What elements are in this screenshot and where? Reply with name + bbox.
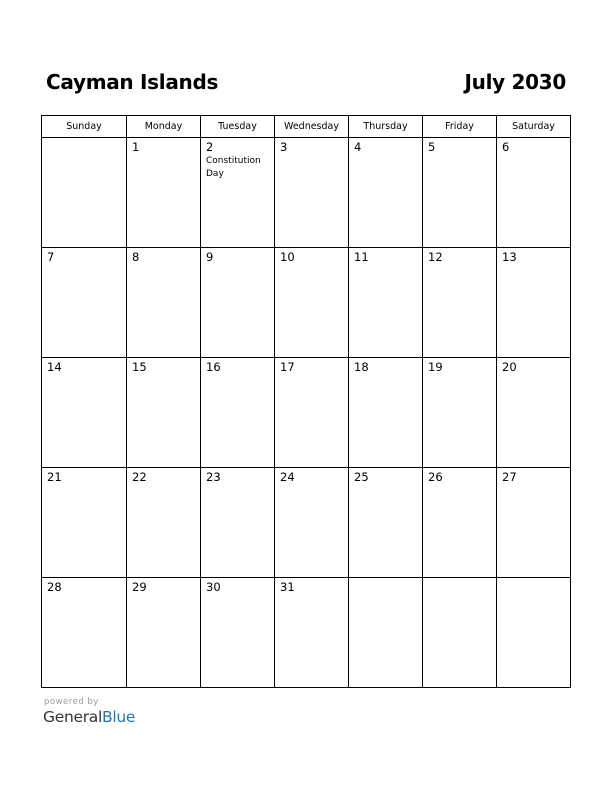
- day-cell: [275, 468, 349, 578]
- day-number: [349, 578, 422, 581]
- day-cell: [127, 358, 201, 468]
- day-cell: [127, 138, 201, 248]
- week-row: [42, 138, 571, 248]
- day-cell: [127, 468, 201, 578]
- logo-blue-text: Blue: [101, 708, 136, 726]
- day-cell: [497, 138, 571, 248]
- day-cell: [42, 468, 127, 578]
- day-cell: [127, 248, 201, 358]
- day-cell: [497, 248, 571, 358]
- day-number: 26: [428, 470, 443, 484]
- page-title: Cayman Islands: [46, 70, 219, 94]
- day-number: 14: [47, 360, 62, 374]
- day-cell: [423, 138, 497, 248]
- day-number: 7: [47, 250, 55, 264]
- day-cell: [349, 468, 423, 578]
- weekday-header-row: [42, 116, 571, 138]
- day-cell: [497, 358, 571, 468]
- weekday-header: Saturday: [497, 116, 571, 138]
- day-cell: [201, 358, 275, 468]
- weekday-header: Thursday: [349, 116, 423, 138]
- day-cell: [497, 468, 571, 578]
- day-number: 19: [428, 360, 443, 374]
- day-number: 12: [428, 250, 443, 264]
- day-number: 9: [206, 250, 214, 264]
- day-cell: [423, 468, 497, 578]
- day-number: 29: [132, 580, 147, 594]
- day-number: 1: [132, 140, 140, 154]
- day-number: 5: [428, 140, 436, 154]
- logo-general-text: General: [43, 708, 102, 726]
- week-row: [42, 468, 571, 578]
- day-number: 4: [354, 140, 362, 154]
- powered-by-text: powered by: [44, 697, 99, 707]
- day-cell: [423, 248, 497, 358]
- day-cell: [349, 248, 423, 358]
- day-cell: [42, 248, 127, 358]
- day-number: 16: [206, 360, 221, 374]
- day-cell: [497, 578, 571, 688]
- day-cell: [201, 138, 275, 248]
- day-number: 11: [354, 250, 369, 264]
- week-row: [42, 248, 571, 358]
- day-number: 27: [502, 470, 517, 484]
- weekday-header: Monday: [127, 116, 201, 138]
- day-cell: [349, 358, 423, 468]
- day-number: [423, 578, 496, 581]
- day-number: 3: [280, 140, 288, 154]
- day-number: 20: [502, 360, 517, 374]
- month-title: July 2030: [464, 70, 566, 94]
- day-cell: [275, 138, 349, 248]
- day-cell: [423, 358, 497, 468]
- day-number: 15: [132, 360, 147, 374]
- day-number: 24: [280, 470, 295, 484]
- day-number: 10: [280, 250, 295, 264]
- holiday-label: Constitution Day: [206, 156, 261, 179]
- day-cell: [275, 578, 349, 688]
- day-cell: [201, 578, 275, 688]
- day-cell: [275, 248, 349, 358]
- day-number: 22: [132, 470, 147, 484]
- day-number: 30: [206, 580, 221, 594]
- week-row: [42, 358, 571, 468]
- weekday-header: Wednesday: [275, 116, 349, 138]
- day-number: 18: [354, 360, 369, 374]
- day-cell: [127, 578, 201, 688]
- day-cell: [275, 358, 349, 468]
- day-number: 17: [280, 360, 295, 374]
- weekday-header: Friday: [423, 116, 497, 138]
- day-cell: [42, 578, 127, 688]
- day-number: 31: [280, 580, 295, 594]
- day-cell: [423, 578, 497, 688]
- day-number: 2: [206, 140, 214, 154]
- day-number: 6: [502, 140, 510, 154]
- day-number: 21: [47, 470, 62, 484]
- calendar-grid: [41, 115, 571, 688]
- page-header: [46, 70, 566, 100]
- day-cell: [42, 358, 127, 468]
- day-cell: [349, 138, 423, 248]
- footer: [43, 697, 135, 726]
- day-cell: [201, 248, 275, 358]
- day-cell: [42, 138, 127, 248]
- day-number: 25: [354, 470, 369, 484]
- weekday-header: Tuesday: [201, 116, 275, 138]
- day-number: [42, 138, 126, 141]
- generalblue-logo[interactable]: [43, 708, 135, 726]
- day-number: 23: [206, 470, 221, 484]
- day-number: 8: [132, 250, 140, 264]
- day-number: 13: [502, 250, 517, 264]
- day-cell: [201, 468, 275, 578]
- day-number: 28: [47, 580, 62, 594]
- week-row: [42, 578, 571, 688]
- day-cell: [349, 578, 423, 688]
- day-number: [497, 578, 570, 581]
- weekday-header: Sunday: [42, 116, 127, 138]
